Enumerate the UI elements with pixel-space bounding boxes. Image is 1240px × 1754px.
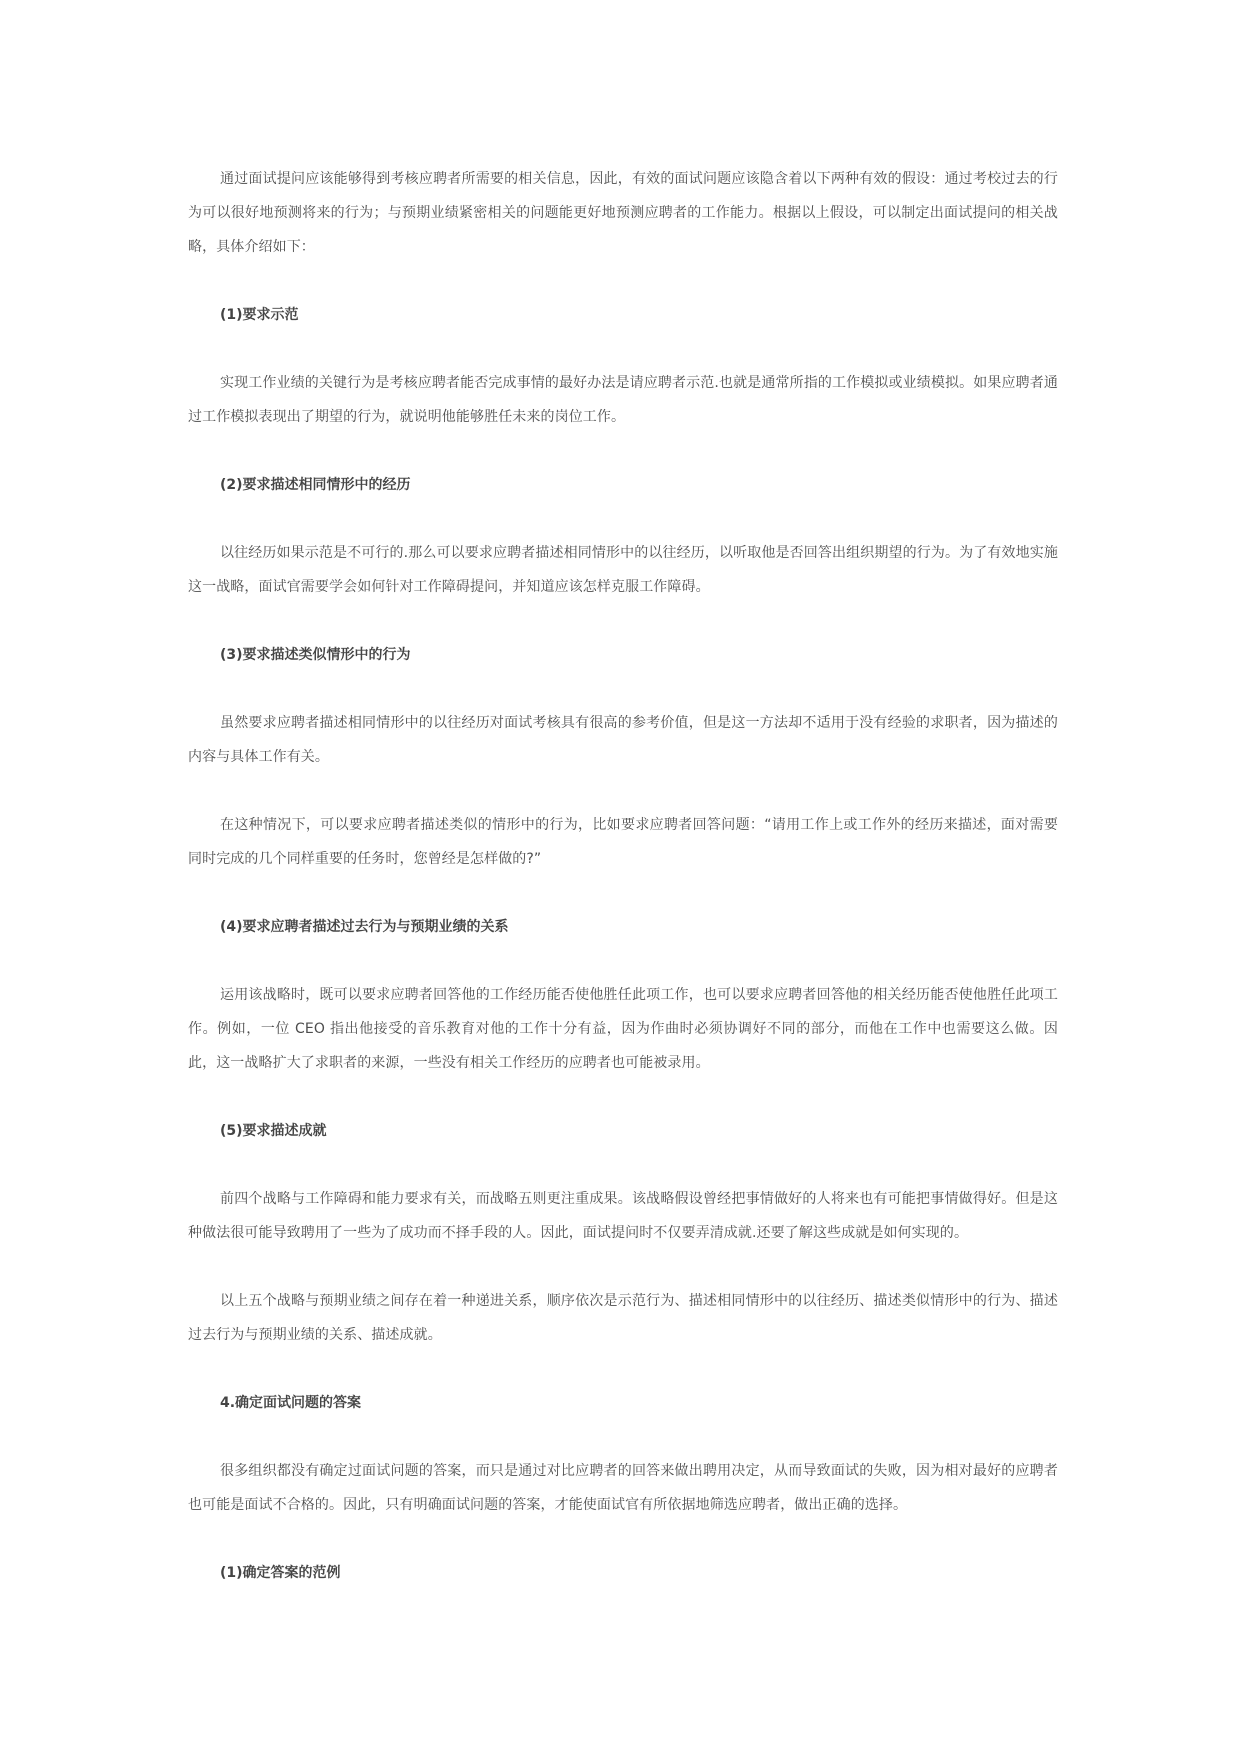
heading-past-behavior-performance: (4)要求应聘者描述过去行为与预期业绩的关系 [220, 919, 509, 935]
paragraph-achievements: 前四个战略与工作障碍和能力要求有关，而战略五则更注重成果。该战略假设曾经把事情做好的人将来也有可能把事情做得好。但是这种做法很可能导致聘用了一些为了成功而不择手段的人。因此，面试提问时不仅要弄清成就.还要了解这些成就是如何实现的。 [188, 1191, 1058, 1241]
paragraph-past-behavior: 运用该战略时，既可以要求应聘者回答他的工作经历能否使他胜任此项工作，也可以要求应聘者回答他的相关经历能否使他胜任此项工作。例如，一位 CEO 指出他接受的音乐教育对他的工作十分有益，因为作曲时必须协调好不同的部分，而他在工作中也需要这么做。因此，这一战略扩大了求职者的来源，一些没有相关工作经历的应聘者也可能被录用。 [188, 987, 1058, 1071]
spacer [188, 672, 1058, 706]
spacer [188, 1352, 1058, 1386]
spacer [188, 264, 1058, 298]
heading-require-demonstration: (1)要求示范 [220, 307, 299, 323]
spacer [188, 944, 1058, 978]
paragraph-answers: 很多组织都没有确定过面试问题的答案，而只是通过对比应聘者的回答来做出聘用决定，从而导致面试的失败，因为相对最好的应聘者也可能是面试不合格的。因此，只有明确面试问题的答案，才能使面试官有所依据地筛选应聘者，做出正确的选择。 [188, 1463, 1058, 1513]
spacer [188, 774, 1058, 808]
paragraph-intro: 通过面试提问应该能够得到考核应聘者所需要的相关信息，因此，有效的面试问题应该隐含着以下两种有效的假设：通过考校过去的行为可以很好地预测将来的行为；与预期业绩紧密相关的问题能更好地预测应聘者的工作能力。根据以上假设，可以制定出面试提问的相关战略，具体介绍如下： [188, 171, 1058, 255]
heading-same-situation-experience: (2)要求描述相同情形中的经历 [220, 477, 411, 493]
paragraph-same-situation: 以往经历如果示范是不可行的.那么可以要求应聘者描述相同情形中的以往经历，以听取他是否回答出组织期望的行为。为了有效地实施这一战略，面试官需要学会如何针对工作障碍提问，并知道应该怎样克服工作障碍。 [188, 545, 1058, 595]
heading-similar-situation-behavior: (3)要求描述类似情形中的行为 [220, 647, 411, 663]
spacer [188, 1250, 1058, 1284]
spacer [188, 434, 1058, 468]
spacer [188, 332, 1058, 366]
paragraph-summary: 以上五个战略与预期业绩之间存在着一种递进关系，顺序依次是示范行为、描述相同情形中的以往经历、描述类似情形中的行为、描述过去行为与预期业绩的关系、描述成就。 [188, 1293, 1058, 1343]
paragraph-similar-situation-1: 虽然要求应聘者描述相同情形中的以往经历对面试考核具有很高的参考价值，但是这一方法却不适用于没有经验的求职者，因为描述的内容与具体工作有关。 [188, 715, 1058, 765]
heading-describe-achievements: (5)要求描述成就 [220, 1123, 327, 1139]
spacer [188, 1522, 1058, 1556]
spacer [188, 502, 1058, 536]
spacer [188, 876, 1058, 910]
document-body [188, 162, 1058, 1590]
spacer [188, 604, 1058, 638]
heading-answer-examples: (1)确定答案的范例 [220, 1565, 341, 1581]
spacer [188, 1148, 1058, 1182]
spacer [188, 1420, 1058, 1454]
heading-determine-answers: 4.确定面试问题的答案 [220, 1395, 362, 1411]
paragraph-demonstration: 实现工作业绩的关键行为是考核应聘者能否完成事情的最好办法是请应聘者示范.也就是通常所指的工作模拟或业绩模拟。如果应聘者通过工作模拟表现出了期望的行为，就说明他能够胜任未来的岗位工作。 [188, 375, 1058, 425]
paragraph-similar-situation-2: 在这种情况下，可以要求应聘者描述类似的情形中的行为，比如要求应聘者回答问题：“请用工作上或工作外的经历来描述，面对需要同时完成的几个同样重要的任务时，您曾经是怎样做的?” [188, 817, 1058, 867]
spacer [188, 1080, 1058, 1114]
